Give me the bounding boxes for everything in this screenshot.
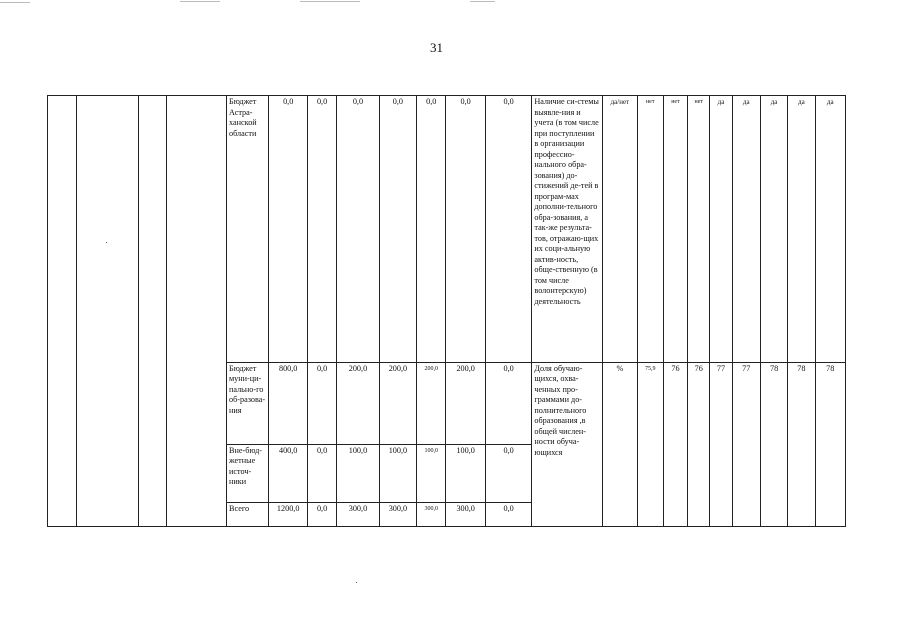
scan-edge-mark — [0, 2, 30, 3]
scan-speck — [356, 582, 357, 583]
value-cell: 200,0 — [417, 362, 446, 444]
indicator-value-cell: 75,9 — [637, 362, 663, 526]
scan-speck — [106, 242, 107, 243]
scan-edge-mark — [180, 1, 220, 2]
indicator-value-cell: 77 — [732, 362, 760, 526]
value-cell: 0,0 — [417, 96, 446, 363]
empty-cell — [167, 96, 227, 527]
indicator-value-cell: да — [710, 96, 732, 363]
value-cell: 100,0 — [446, 444, 485, 502]
indicator-value-cell: нет — [637, 96, 663, 363]
empty-cell — [77, 96, 139, 527]
value-cell: 100,0 — [337, 444, 379, 502]
scan-edge-mark — [470, 1, 495, 2]
funding-source-cell: Всего — [227, 502, 269, 526]
value-cell: 0,0 — [307, 362, 336, 444]
indicator-name-cell: Доля обучаю-щихся, охва-ченных про-граммами до-полнительного образования ,в общей числен-ности обуча-ющихся — [532, 362, 603, 526]
indicator-value-cell: нет — [663, 96, 687, 363]
funding-source-cell: Бюджет Астра-ханской области — [227, 96, 269, 363]
indicator-value-cell: да — [732, 96, 760, 363]
value-cell: 300,0 — [379, 502, 416, 526]
funding-source-cell: Бюджет муни-ци-пально-го об-разова-ния — [227, 362, 269, 444]
value-cell: 300,0 — [417, 502, 446, 526]
value-cell: 0,0 — [485, 502, 532, 526]
value-cell: 300,0 — [337, 502, 379, 526]
program-table — [47, 95, 846, 527]
indicator-value-cell: нет — [688, 96, 710, 363]
value-cell: 800,0 — [269, 362, 307, 444]
indicator-value-cell: да — [788, 96, 815, 363]
indicator-value-cell: 78 — [815, 362, 845, 526]
value-cell: 1200,0 — [269, 502, 307, 526]
value-cell: 0,0 — [307, 502, 336, 526]
value-cell: 0,0 — [269, 96, 307, 363]
value-cell: 0,0 — [307, 96, 336, 363]
empty-cell — [139, 96, 167, 527]
value-cell: 0,0 — [485, 362, 532, 444]
value-cell: 200,0 — [337, 362, 379, 444]
value-cell: 0,0 — [446, 96, 485, 363]
page-number: 31 — [430, 40, 443, 55]
indicator-value-cell: да — [760, 96, 787, 363]
empty-cell — [48, 96, 77, 527]
table-row — [48, 96, 846, 363]
value-cell: 0,0 — [307, 444, 336, 502]
value-cell: 0,0 — [337, 96, 379, 363]
indicator-value-cell: 78 — [788, 362, 815, 526]
indicator-name-cell: Наличие си-стемы выявле-ния и учета (в том числе при поступлении в организации профессио-нального обра-зования) до-стижений де-тей в програм-мах дополни-тельного обра-зования, а так-же результа-тов, отражаю-щих их соци-альную актив-ность, обще-ственную (в том числе волонтерскую) деятельность — [532, 96, 603, 363]
value-cell: 0,0 — [485, 444, 532, 502]
indicator-value-cell: 77 — [710, 362, 732, 526]
value-cell: 100,0 — [417, 444, 446, 502]
value-cell: 200,0 — [379, 362, 416, 444]
indicator-value-cell: да — [815, 96, 845, 363]
funding-source-cell: Вне-бюд-жетные источ-ники — [227, 444, 269, 502]
indicator-value-cell: 76 — [688, 362, 710, 526]
value-cell: 100,0 — [379, 444, 416, 502]
indicator-unit-cell: да/нет — [603, 96, 637, 363]
indicator-value-cell: 76 — [663, 362, 687, 526]
value-cell: 300,0 — [446, 502, 485, 526]
indicator-unit-cell: % — [603, 362, 637, 526]
indicator-value-cell: 78 — [760, 362, 787, 526]
value-cell: 0,0 — [379, 96, 416, 363]
value-cell: 200,0 — [446, 362, 485, 444]
scan-edge-mark — [300, 1, 360, 2]
value-cell: 0,0 — [485, 96, 532, 363]
value-cell: 400,0 — [269, 444, 307, 502]
